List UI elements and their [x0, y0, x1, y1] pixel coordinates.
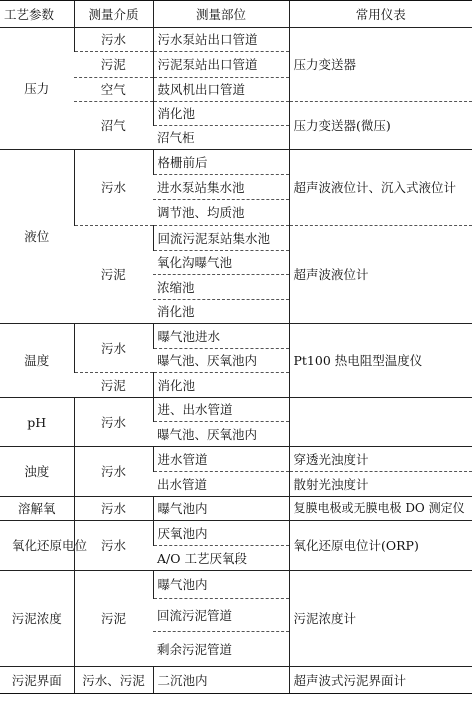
location-cell: 进水管道: [153, 447, 289, 472]
medium-cell: 污泥: [74, 373, 153, 398]
medium-cell: 污泥: [74, 571, 153, 667]
table-row: [0, 324, 472, 349]
header-location: 测量部位: [153, 1, 289, 28]
location-cell: 调节池、均质池: [153, 200, 289, 226]
location-cell: 出水管道: [153, 472, 289, 497]
location-cell: 曝气池进水: [153, 324, 289, 349]
table-row: [0, 521, 472, 546]
table-row: [0, 398, 472, 422]
location-cell: 曝气池、厌氧池内: [153, 349, 289, 373]
location-cell: 曝气池内: [153, 497, 289, 521]
location-cell: 鼓风机出口管道: [153, 78, 289, 102]
instrument-cell: 污泥浓度计: [289, 571, 472, 667]
medium-cell: 污泥: [74, 52, 153, 78]
instrument-cell: 压力变送器(微压): [289, 102, 472, 150]
header-medium: 测量介质: [74, 1, 153, 28]
instrument-cell-empty: [289, 398, 472, 447]
medium-cell: 污水: [74, 150, 153, 226]
location-cell: 浓缩池: [153, 275, 289, 300]
medium-cell: 沼气: [74, 102, 153, 150]
header-instrument: 常用仪表: [289, 1, 472, 28]
param-cell: 液位: [0, 150, 74, 324]
location-cell: 格栅前后: [153, 150, 289, 175]
medium-cell: 污水: [74, 521, 153, 571]
location-cell: 回流污泥管道: [153, 599, 289, 632]
medium-cell: 污水: [74, 447, 153, 497]
location-cell: 进、出水管道: [153, 398, 289, 422]
location-cell: 曝气池内: [153, 571, 289, 599]
table-row: [0, 667, 472, 694]
medium-cell: 污水: [74, 324, 153, 373]
param-cell: 溶解氧: [0, 497, 74, 521]
instrument-cell: 穿透光浊度计: [289, 447, 472, 472]
param-cell: pH: [0, 398, 74, 447]
instrument-cell: 氧化还原电位计(ORP): [289, 521, 472, 571]
location-cell: 氧化沟曝气池: [153, 251, 289, 275]
location-cell: 厌氧池内: [153, 521, 289, 546]
instrument-cell: 超声波式污泥界面计: [289, 667, 472, 694]
param-cell: 温度: [0, 324, 74, 398]
param-cell: 压力: [0, 28, 74, 150]
medium-cell: 污水: [74, 28, 153, 52]
medium-cell: 空气: [74, 78, 153, 102]
location-cell: 回流污泥泵站集水池: [153, 226, 289, 251]
table-row: [0, 497, 472, 521]
instrument-cell: 压力变送器: [289, 28, 472, 102]
location-cell: 消化池: [153, 373, 289, 398]
instrument-cell: 散射光浊度计: [289, 472, 472, 497]
location-cell: 消化池: [153, 102, 289, 126]
instrument-cell: 超声波液位计: [289, 226, 472, 324]
instrument-cell: 超声波液位计、沉入式液位计: [289, 150, 472, 226]
location-cell: 曝气池、厌氧池内: [153, 422, 289, 447]
instrument-cell: Pt100 热电阻型温度仪: [289, 324, 472, 398]
table-row: [0, 150, 472, 175]
table-row: [0, 447, 472, 472]
location-cell: 进水泵站集水池: [153, 175, 289, 200]
location-cell: 剩余污泥管道: [153, 632, 289, 667]
header-param: 工艺参数: [0, 1, 74, 28]
location-cell: 污水泵站出口管道: [153, 28, 289, 52]
param-cell: 浊度: [0, 447, 74, 497]
location-cell: 消化池: [153, 300, 289, 324]
location-cell: 污泥泵站出口管道: [153, 52, 289, 78]
table-row: [0, 571, 472, 599]
medium-cell: 污水、污泥: [74, 667, 153, 694]
param-cell: 污泥浓度: [0, 571, 74, 667]
medium-cell: 污水: [74, 497, 153, 521]
param-cell: 污泥界面: [0, 667, 74, 694]
location-cell: 沼气柜: [153, 126, 289, 150]
medium-cell: 污泥: [74, 226, 153, 324]
location-cell: A/O 工艺厌氧段: [153, 546, 289, 571]
table-row: [0, 28, 472, 52]
medium-cell: 污水: [74, 398, 153, 447]
instrument-cell: 复膜电极或无膜电极 DO 测定仪: [289, 497, 472, 521]
param-cell: 氧化还原电位: [0, 521, 74, 571]
location-cell: 二沉池内: [153, 667, 289, 694]
table-header-row: [0, 1, 472, 28]
